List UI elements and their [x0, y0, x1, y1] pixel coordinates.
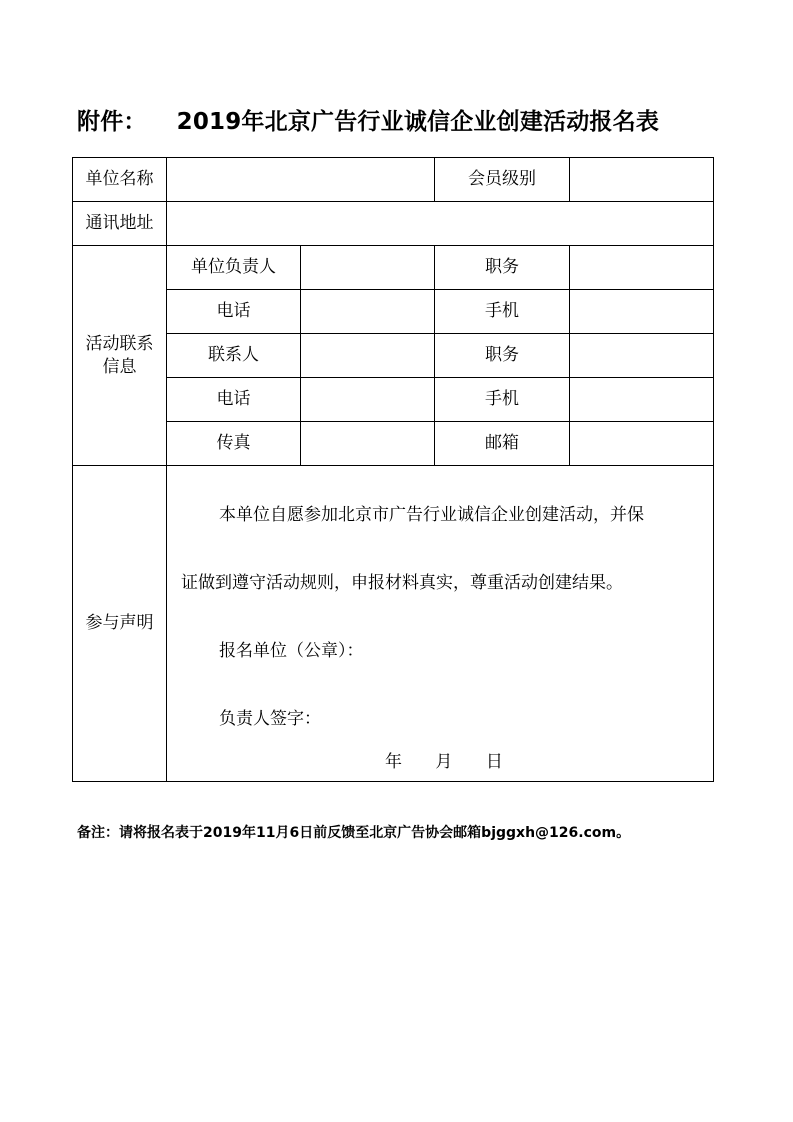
member-level-field[interactable] [570, 158, 714, 202]
declaration-label: 参与声明 [73, 466, 167, 782]
address-label: 通讯地址 [73, 202, 167, 246]
contact-phone-label: 电话 [167, 378, 301, 422]
responsible-person-label: 单位负责人 [167, 246, 301, 290]
mobile-field[interactable] [570, 290, 714, 334]
contact-person-field[interactable] [301, 334, 435, 378]
member-level-label: 会员级别 [435, 158, 570, 202]
declaration-text-line1: 本单位自愿参加北京市广告行业诚信企业创建活动，并保 [219, 505, 644, 525]
footnote: 备注：请将报名表于2019年11月6日前反馈至北京广告协会邮箱bjggxh@126.com。 [77, 825, 631, 841]
email-field[interactable] [570, 422, 714, 466]
date-year: 年 [385, 752, 402, 772]
unit-name-label: 单位名称 [73, 158, 167, 202]
page-title [77, 103, 659, 136]
form-title: 2019年北京广告行业诚信企业创建活动报名表 [176, 109, 660, 135]
declaration-text-line2: 证做到遵守活动规则，申报材料真实，尊重活动创建结果。 [181, 573, 623, 593]
contact-phone-field[interactable] [301, 378, 435, 422]
seal-label: 报名单位（公章）： [219, 641, 364, 661]
declaration-area [167, 466, 714, 782]
fax-label: 传真 [167, 422, 301, 466]
position-field[interactable] [570, 246, 714, 290]
date-day: 日 [485, 752, 503, 772]
position-label: 职务 [435, 246, 570, 290]
date-month: 月 [435, 752, 453, 772]
responsible-person-field[interactable] [301, 246, 435, 290]
signature-label: 负责人签字： [219, 709, 321, 729]
mobile-label: 手机 [435, 290, 570, 334]
contact-person-label: 联系人 [167, 334, 301, 378]
contact-position-field[interactable] [570, 334, 714, 378]
phone-field[interactable] [301, 290, 435, 334]
email-label: 邮箱 [435, 422, 570, 466]
registration-form-table [72, 157, 714, 782]
unit-name-field[interactable] [167, 158, 435, 202]
title-prefix: 附件： [77, 109, 147, 135]
contact-section-label: 活动联系信息 [73, 246, 167, 466]
contact-mobile-label: 手机 [435, 378, 570, 422]
address-field[interactable] [167, 202, 714, 246]
fax-field[interactable] [301, 422, 435, 466]
contact-mobile-field[interactable] [570, 378, 714, 422]
contact-position-label: 职务 [435, 334, 570, 378]
date-line [385, 751, 531, 774]
phone-label: 电话 [167, 290, 301, 334]
